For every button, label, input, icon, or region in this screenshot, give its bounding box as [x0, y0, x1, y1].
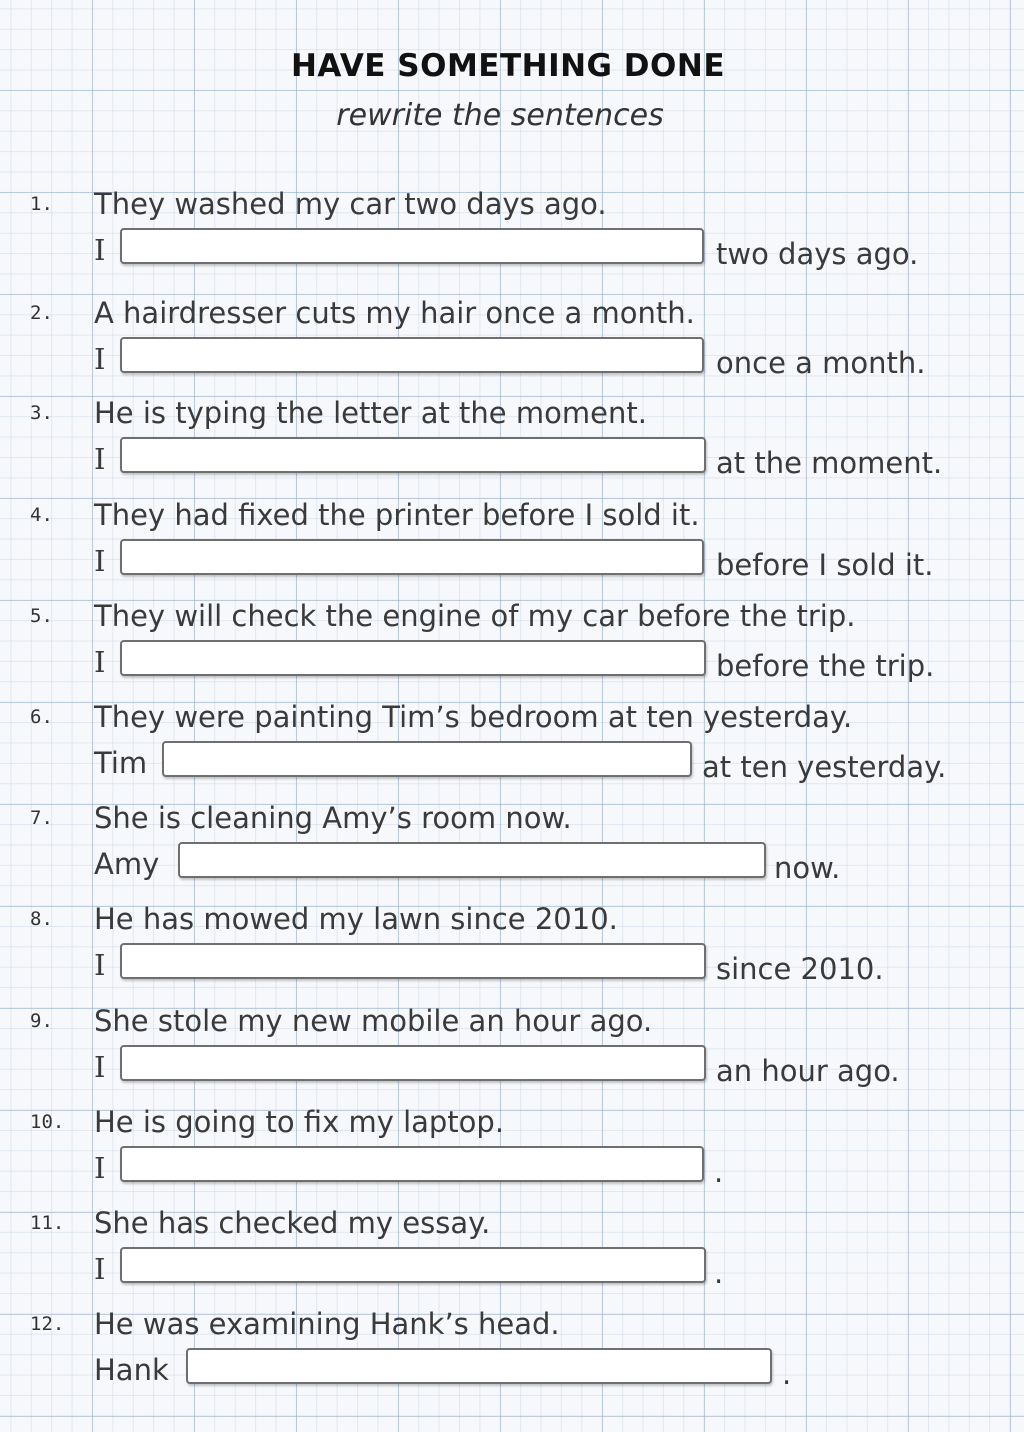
answer-input[interactable] — [120, 539, 704, 575]
answer-input[interactable] — [120, 437, 706, 473]
answer-input[interactable] — [186, 1348, 772, 1384]
exercise-number: 5. — [30, 605, 53, 627]
answer-suffix: before the trip. — [716, 649, 935, 683]
answer-input[interactable] — [120, 228, 704, 264]
answer-suffix: once a month. — [716, 346, 926, 380]
answer-prefix: I — [94, 1050, 106, 1084]
answer-prefix: I — [94, 1252, 106, 1286]
answer-suffix: before I sold it. — [716, 548, 934, 582]
exercise-number: 7. — [30, 807, 53, 829]
answer-input[interactable] — [120, 1247, 706, 1283]
exercise-number: 1. — [30, 193, 53, 215]
answer-suffix: at the moment. — [716, 446, 943, 480]
original-sentence: A hairdresser cuts my hair once a month. — [94, 296, 695, 330]
exercise-item — [0, 291, 1024, 391]
exercise-item — [0, 796, 1024, 896]
original-sentence: They washed my car two days ago. — [94, 187, 607, 221]
original-sentence: They will check the engine of my car before the trip. — [94, 599, 856, 633]
original-sentence: They had fixed the printer before I sold it. — [94, 498, 700, 532]
original-sentence: They were painting Tim’s bedroom at ten yesterday. — [94, 700, 853, 734]
exercise-item — [0, 1201, 1024, 1301]
exercise-item — [0, 695, 1024, 795]
original-sentence: She stole my new mobile an hour ago. — [94, 1004, 653, 1038]
answer-suffix: since 2010. — [716, 952, 884, 986]
original-sentence: He was examining Hank’s head. — [94, 1307, 560, 1341]
worksheet-title: HAVE SOMETHING DONE — [290, 48, 725, 84]
answer-suffix: an hour ago. — [716, 1054, 900, 1088]
original-sentence: He is typing the letter at the moment. — [94, 396, 647, 430]
answer-input[interactable] — [120, 1146, 704, 1182]
original-sentence: She has checked my essay. — [94, 1206, 491, 1240]
answer-prefix: I — [94, 544, 106, 578]
answer-input[interactable] — [120, 337, 704, 373]
answer-suffix: . — [782, 1357, 792, 1391]
exercise-item — [0, 897, 1024, 997]
answer-input[interactable] — [120, 640, 706, 676]
exercise-item — [0, 1100, 1024, 1200]
answer-suffix: now. — [774, 851, 841, 885]
exercise-number: 12. — [30, 1313, 65, 1335]
exercise-number: 11. — [30, 1212, 65, 1234]
answer-suffix: . — [714, 1256, 724, 1290]
answer-prefix: Tim — [94, 746, 148, 780]
original-sentence: He has mowed my lawn since 2010. — [94, 902, 618, 936]
original-sentence: He is going to fix my laptop. — [94, 1105, 505, 1139]
exercise-item — [0, 182, 1024, 282]
answer-input[interactable] — [178, 842, 766, 878]
answer-prefix: I — [94, 1151, 106, 1185]
answer-prefix: I — [94, 342, 106, 376]
exercise-item — [0, 493, 1024, 593]
exercise-item — [0, 999, 1024, 1099]
exercise-number: 3. — [30, 402, 53, 424]
exercise-number: 9. — [30, 1010, 53, 1032]
answer-prefix: Amy — [94, 847, 160, 881]
exercise-item — [0, 594, 1024, 694]
exercise-number: 8. — [30, 908, 53, 930]
exercise-item — [0, 1302, 1024, 1402]
exercise-number: 2. — [30, 302, 53, 324]
original-sentence: She is cleaning Amy’s room now. — [94, 801, 572, 835]
answer-suffix: at ten yesterday. — [702, 750, 947, 784]
answer-input[interactable] — [162, 741, 692, 777]
answer-prefix: I — [94, 948, 106, 982]
answer-suffix: . — [714, 1155, 724, 1189]
answer-prefix: I — [94, 645, 106, 679]
worksheet-subtitle: rewrite the sentences — [336, 98, 664, 133]
answer-input[interactable] — [120, 943, 706, 979]
exercise-number: 10. — [30, 1111, 65, 1133]
exercise-number: 6. — [30, 706, 53, 728]
exercise-item — [0, 391, 1024, 491]
answer-input[interactable] — [120, 1045, 706, 1081]
answer-prefix: Hank — [94, 1353, 169, 1387]
answer-suffix: two days ago. — [716, 237, 919, 271]
answer-prefix: I — [94, 233, 106, 267]
exercise-number: 4. — [30, 504, 53, 526]
answer-prefix: I — [94, 442, 106, 476]
